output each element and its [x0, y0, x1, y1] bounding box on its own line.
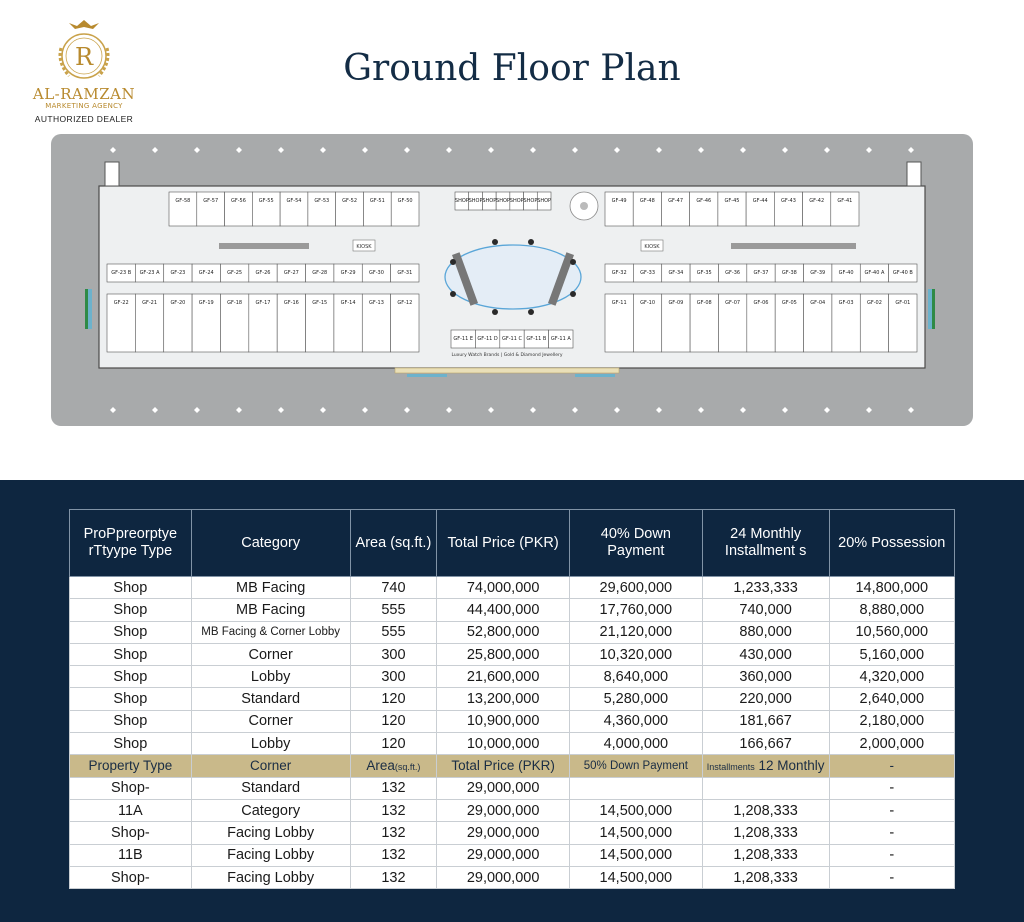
cell-down: 8,640,000 — [569, 666, 702, 688]
cell-total: 10,900,000 — [437, 710, 570, 732]
shop-top-left-label: GF-52 — [342, 198, 358, 204]
cell-down: 14,500,000 — [569, 844, 702, 866]
parking-dot-top — [698, 147, 704, 153]
shop-mid-right-label: GF-38 — [781, 270, 797, 276]
shop-mid-left-label: GF-31 — [397, 270, 413, 276]
shop-mid-right-label: GF-39 — [810, 270, 826, 276]
cell-area: 555 — [350, 621, 437, 643]
side-entrance-left — [88, 289, 92, 329]
parking-dot-top — [782, 147, 788, 153]
cell-category: Corner — [191, 710, 350, 732]
cell-area: 120 — [350, 710, 437, 732]
parking-dot-bottom — [404, 407, 410, 413]
cell-area: 300 — [350, 643, 437, 665]
shop-mid-left-label: GF-30 — [368, 270, 384, 276]
floor-plan — [51, 134, 973, 426]
cell-possession: 5,160,000 — [829, 643, 954, 665]
cell-installment: 1,233,333 — [702, 577, 829, 599]
parking-dot-top — [614, 147, 620, 153]
entrance-glass-left — [407, 374, 447, 377]
cell-down: 10,320,000 — [569, 643, 702, 665]
cell-total: 29,000,000 — [437, 822, 570, 844]
shop-top-left-label: GF-55 — [258, 198, 274, 204]
parking-dot-top — [110, 147, 116, 153]
cell-category: Facing Lobby — [191, 866, 350, 888]
cell-possession: 2,180,000 — [829, 710, 954, 732]
brand-agency: MARKETING AGENCY — [45, 102, 123, 110]
section-possession: - — [829, 755, 954, 777]
cell-total: 21,600,000 — [437, 666, 570, 688]
section-header-row — [70, 755, 955, 777]
shop-bottom-left-label: GF-12 — [397, 300, 413, 306]
parking-dot-top — [404, 147, 410, 153]
shop-mid-right-label: GF-37 — [753, 270, 769, 276]
shop-bottom-left-label: GF-13 — [368, 300, 384, 306]
shop-mid-right-label: GF-40 A — [864, 270, 885, 276]
shop-bottom-left-label: GF-21 — [142, 300, 158, 306]
cell-type: 11B — [70, 844, 192, 866]
parking-dot-bottom — [530, 407, 536, 413]
cell-installment: 1,208,333 — [702, 799, 829, 821]
cell-area: 555 — [350, 599, 437, 621]
floor-plan-drawing — [51, 134, 973, 426]
parking-dot-bottom — [824, 407, 830, 413]
shop-center-top-label: SHOP — [523, 198, 538, 204]
shop-mid-right-label: GF-40 B — [892, 270, 913, 276]
parking-dot-bottom — [278, 407, 284, 413]
table-row — [70, 577, 955, 599]
table-row — [70, 777, 955, 799]
shop-mid-right-label: GF-36 — [725, 270, 741, 276]
brand-tagline: AUTHORIZED DEALER — [34, 114, 134, 124]
cell-installment: 740,000 — [702, 599, 829, 621]
parking-dot-bottom — [320, 407, 326, 413]
cell-area: 120 — [350, 733, 437, 755]
shop-mid-left-label: GF-23 A — [139, 270, 160, 276]
cell-type: Shop — [70, 621, 192, 643]
cell-total: 74,000,000 — [437, 577, 570, 599]
cell-area: 120 — [350, 688, 437, 710]
shop-bottom-left-label: GF-14 — [340, 300, 356, 306]
shop-bottom-left-label: GF-16 — [283, 300, 299, 306]
shop-top-left-label: GF-58 — [175, 198, 191, 204]
parking-dot-bottom — [152, 407, 158, 413]
shop-bottom-left-label: GF-19 — [198, 300, 214, 306]
table-row — [70, 599, 955, 621]
cell-down: 4,000,000 — [569, 733, 702, 755]
table-row — [70, 844, 955, 866]
cell-type: Shop — [70, 666, 192, 688]
parking-dot-bottom — [446, 407, 452, 413]
kiosk-center-label: GF-11 A — [550, 336, 571, 342]
cell-possession: - — [829, 799, 954, 821]
shop-mid-right-label: GF-40 — [838, 270, 854, 276]
escalator-left — [219, 243, 309, 249]
header-type: ProPpreorptye rTtyype Type — [70, 510, 192, 577]
shop-mid-right-label: GF-32 — [611, 270, 627, 276]
brand-name: AL-RAMZAN — [32, 85, 136, 103]
shop-bottom-right-label: GF-09 — [668, 300, 684, 306]
section-area-label: Area — [366, 757, 395, 773]
table-row — [70, 799, 955, 821]
shop-bottom-right-label: GF-08 — [696, 300, 712, 306]
shop-center-top-label: SHOP — [509, 198, 524, 204]
shop-bottom-left-label: GF-18 — [227, 300, 243, 306]
parking-dot-top — [488, 147, 494, 153]
shop-mid-left-label: GF-24 — [198, 270, 214, 276]
cell-possession: - — [829, 822, 954, 844]
cell-possession: 8,880,000 — [829, 599, 954, 621]
cell-total: 29,000,000 — [437, 799, 570, 821]
cell-total: 44,400,000 — [437, 599, 570, 621]
shop-bottom-right-label: GF-04 — [810, 300, 826, 306]
entrance-glass-right — [575, 374, 615, 377]
cell-area: 132 — [350, 866, 437, 888]
cell-total: 25,800,000 — [437, 643, 570, 665]
kiosk-center-label: GF-11 E — [453, 336, 474, 342]
shop-bottom-right-label: GF-02 — [866, 300, 882, 306]
parking-dot-top — [530, 147, 536, 153]
escalator-right — [731, 243, 856, 249]
parking-dot-top — [362, 147, 368, 153]
shop-top-right-label: GF-44 — [752, 198, 768, 204]
cell-area: 740 — [350, 577, 437, 599]
cell-possession: 4,320,000 — [829, 666, 954, 688]
header-installment: 24 Monthly Installment s — [702, 510, 829, 577]
cell-possession: - — [829, 866, 954, 888]
shop-top-right-label: GF-46 — [696, 198, 712, 204]
cell-area: 300 — [350, 666, 437, 688]
table-row — [70, 822, 955, 844]
parking-dot-top — [320, 147, 326, 153]
table-row — [70, 688, 955, 710]
cell-type: Shop — [70, 643, 192, 665]
cell-installment: 220,000 — [702, 688, 829, 710]
shop-top-right-label: GF-48 — [639, 198, 655, 204]
shop-center-top-label: SHOP — [454, 198, 469, 204]
parking-dot-bottom — [236, 407, 242, 413]
cell-possession: 14,800,000 — [829, 577, 954, 599]
section-installment-label: 12 Monthly — [758, 757, 825, 773]
shop-top-left-label: GF-54 — [286, 198, 302, 204]
kiosk-center-label: GF-11 B — [526, 336, 547, 342]
parking-dot-top — [194, 147, 200, 153]
parking-dot-top — [824, 147, 830, 153]
cell-possession: 10,560,000 — [829, 621, 954, 643]
section-area — [350, 755, 437, 777]
cell-installment: 430,000 — [702, 643, 829, 665]
parking-dot-top — [866, 147, 872, 153]
cell-category: Lobby — [191, 666, 350, 688]
cell-down: 21,120,000 — [569, 621, 702, 643]
shop-center-top-label: SHOP — [482, 198, 497, 204]
shop-bottom-right-label: GF-01 — [895, 300, 911, 306]
cell-total: 29,000,000 — [437, 844, 570, 866]
parking-dot-bottom — [362, 407, 368, 413]
section-type: Property Type — [70, 755, 192, 777]
cell-down: 14,500,000 — [569, 866, 702, 888]
table-row — [70, 643, 955, 665]
logo-monogram: R — [74, 43, 94, 71]
cell-type: 11A — [70, 799, 192, 821]
parking-dot-bottom — [782, 407, 788, 413]
shop-top-right-label: GF-49 — [611, 198, 627, 204]
shop-bottom-right-label: GF-11 — [611, 300, 627, 306]
parking-dot-bottom — [740, 407, 746, 413]
section-total: Total Price (PKR) — [437, 755, 570, 777]
table-row — [70, 733, 955, 755]
shop-mid-right-label: GF-35 — [696, 270, 712, 276]
shop-bottom-left-label: GF-20 — [170, 300, 186, 306]
cell-area: 132 — [350, 799, 437, 821]
header-category: Category — [191, 510, 350, 577]
shop-top-right-label: GF-41 — [837, 198, 853, 204]
cell-total: 13,200,000 — [437, 688, 570, 710]
shop-bottom-right-label: GF-03 — [838, 300, 854, 306]
shop-center-top-label: SHOP — [496, 198, 510, 204]
kiosk-center-label: GF-11 C — [502, 336, 522, 342]
table-header-row — [70, 510, 955, 577]
cell-category: Facing Lobby — [191, 844, 350, 866]
parking-dot-top — [656, 147, 662, 153]
shop-bottom-left-label: GF-17 — [255, 300, 271, 306]
shop-top-left-label: GF-51 — [369, 198, 385, 204]
table-row — [70, 621, 955, 643]
shop-mid-left-label: GF-26 — [255, 270, 271, 276]
shop-top-right-label: GF-47 — [668, 198, 684, 204]
cell-type: Shop- — [70, 866, 192, 888]
shop-bottom-right-label: GF-05 — [781, 300, 797, 306]
parking-dot-bottom — [614, 407, 620, 413]
cell-installment: 880,000 — [702, 621, 829, 643]
cell-category: Standard — [191, 777, 350, 799]
shop-mid-left-label: GF-27 — [283, 270, 299, 276]
cell-possession: - — [829, 777, 954, 799]
cell-type: Shop — [70, 599, 192, 621]
cell-installment: 360,000 — [702, 666, 829, 688]
parking-dot-top — [446, 147, 452, 153]
shop-top-right-label: GF-43 — [780, 198, 796, 204]
cell-down: 14,500,000 — [569, 799, 702, 821]
cell-total: 10,000,000 — [437, 733, 570, 755]
parking-dot-bottom — [572, 407, 578, 413]
section-area-unit: (sq.ft.) — [394, 761, 421, 772]
parking-dot-bottom — [908, 407, 914, 413]
cell-area: 132 — [350, 777, 437, 799]
cell-total: 29,000,000 — [437, 777, 570, 799]
page-title: Ground Floor Plan — [343, 48, 681, 89]
parking-dot-bottom — [698, 407, 704, 413]
parking-dot-top — [572, 147, 578, 153]
cell-type: Shop — [70, 688, 192, 710]
header-total-price: Total Price (PKR) — [437, 510, 570, 577]
parking-dot-bottom — [656, 407, 662, 413]
shop-bottom-left-label: GF-22 — [113, 300, 129, 306]
shop-bottom-right-label: GF-06 — [753, 300, 769, 306]
table-row — [70, 666, 955, 688]
parking-dot-top — [152, 147, 158, 153]
section-installment — [702, 755, 829, 777]
cell-installment: 1,208,333 — [702, 866, 829, 888]
shop-mid-left-label: GF-29 — [340, 270, 356, 276]
shop-top-right-label: GF-45 — [724, 198, 740, 204]
cell-type: Shop- — [70, 822, 192, 844]
cell-installment: 166,667 — [702, 733, 829, 755]
header-possession: 20% Possession — [829, 510, 954, 577]
parking-dot-bottom — [110, 407, 116, 413]
parking-dot-bottom — [194, 407, 200, 413]
shop-top-right-label: GF-42 — [809, 198, 825, 204]
cell-down: 5,280,000 — [569, 688, 702, 710]
pricing-table — [69, 509, 955, 889]
parking-dot-bottom — [488, 407, 494, 413]
kiosk-center-label: GF-11 D — [477, 336, 498, 342]
cell-total: 52,800,000 — [437, 621, 570, 643]
cell-category: Standard — [191, 688, 350, 710]
section-installment-prefix: Installments — [706, 761, 755, 772]
shop-mid-left-label: GF-25 — [227, 270, 243, 276]
cell-category: MB Facing — [191, 577, 350, 599]
cell-down: 4,360,000 — [569, 710, 702, 732]
cell-down — [569, 777, 702, 799]
cell-category: Category — [191, 799, 350, 821]
shop-top-left-label: GF-57 — [203, 198, 219, 204]
cell-down: 29,600,000 — [569, 577, 702, 599]
parking-dot-top — [908, 147, 914, 153]
header-down-payment: 40% Down Payment — [569, 510, 702, 577]
side-entrance-right — [928, 289, 932, 329]
cell-area: 132 — [350, 844, 437, 866]
section-down: 50% Down Payment — [569, 755, 702, 777]
shop-bottom-left-label: GF-15 — [312, 300, 328, 306]
shop-bottom-right-label: GF-07 — [725, 300, 741, 306]
shop-mid-right-label: GF-33 — [640, 270, 656, 276]
stair-tower-left — [105, 162, 119, 186]
cell-category: Lobby — [191, 733, 350, 755]
parking-dot-top — [740, 147, 746, 153]
shop-top-left-label: GF-56 — [230, 198, 246, 204]
shop-center-top-label: SHOP — [537, 198, 552, 204]
table-row — [70, 866, 955, 888]
section-category: Corner — [191, 755, 350, 777]
cell-type: Shop — [70, 733, 192, 755]
cell-type: Shop- — [70, 777, 192, 799]
cell-possession: 2,640,000 — [829, 688, 954, 710]
shop-top-left-label: GF-50 — [397, 198, 413, 204]
cell-total: 29,000,000 — [437, 866, 570, 888]
cell-installment: 1,208,333 — [702, 822, 829, 844]
shop-mid-right-label: GF-34 — [668, 270, 684, 276]
cell-category: MB Facing & Corner Lobby — [191, 621, 350, 643]
luxury-brands-label: Luxury Watch Brands | Gold & Diamond Jewellery — [451, 353, 563, 358]
shop-mid-left-label: GF-28 — [312, 270, 328, 276]
cell-down: 14,500,000 — [569, 822, 702, 844]
header-area: Area (sq.ft.) — [350, 510, 437, 577]
cell-installment: 181,667 — [702, 710, 829, 732]
cell-down: 17,760,000 — [569, 599, 702, 621]
parking-dot-bottom — [866, 407, 872, 413]
parking-dot-top — [236, 147, 242, 153]
cell-category: Corner — [191, 643, 350, 665]
shop-mid-left-label: GF-23 — [170, 270, 186, 276]
shop-center-top-label: SHOP — [468, 198, 483, 204]
cell-type: Shop — [70, 710, 192, 732]
main-entrance — [395, 368, 619, 373]
kiosk-left-label: KIOSK — [356, 244, 372, 250]
cell-possession: 2,000,000 — [829, 733, 954, 755]
cell-category: Facing Lobby — [191, 822, 350, 844]
table-row — [70, 710, 955, 732]
cell-category: MB Facing — [191, 599, 350, 621]
shop-bottom-right-label: GF-10 — [640, 300, 656, 306]
cell-possession: - — [829, 844, 954, 866]
cell-area: 132 — [350, 822, 437, 844]
cell-type: Shop — [70, 577, 192, 599]
shop-mid-left-label: GF-23 B — [111, 270, 132, 276]
stair-tower-right — [907, 162, 921, 186]
cell-installment: 1,208,333 — [702, 844, 829, 866]
kiosk-right-label: KIOSK — [644, 244, 660, 250]
parking-dot-top — [278, 147, 284, 153]
cell-installment — [702, 777, 829, 799]
shop-top-left-label: GF-53 — [314, 198, 330, 204]
